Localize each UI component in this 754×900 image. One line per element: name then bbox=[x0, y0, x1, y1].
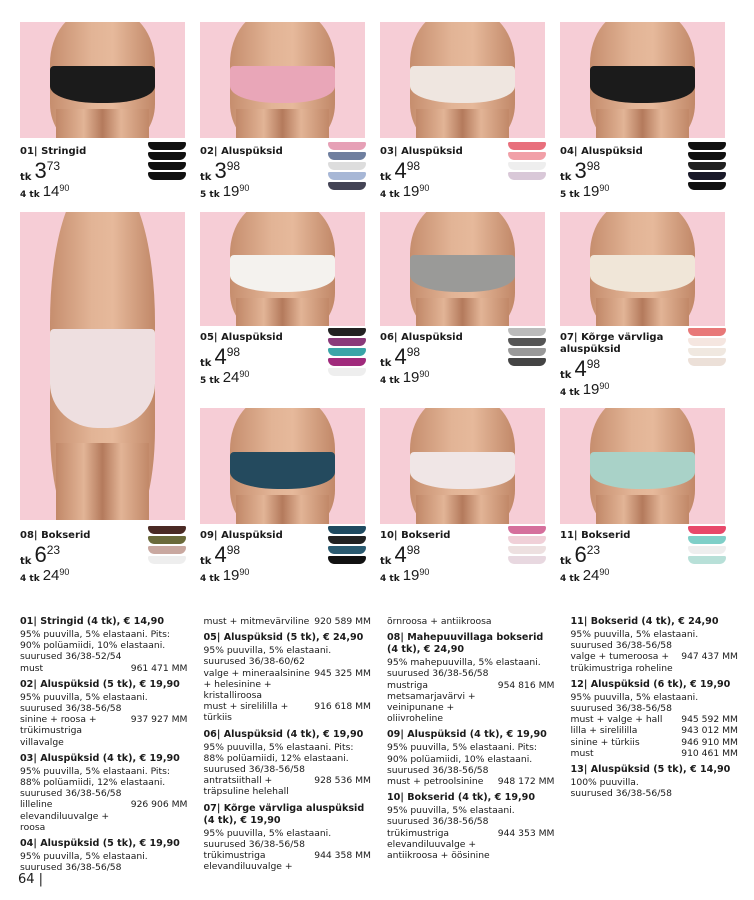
product-description bbox=[204, 729, 372, 798]
product-code: 916 618 MM bbox=[314, 701, 371, 713]
description-line: suurused 36/38-56/58 bbox=[387, 668, 489, 680]
pack-thumbnail bbox=[508, 526, 546, 566]
description-line: suurused 36/38-56/58 bbox=[570, 788, 672, 800]
product-code: 945 325 MM bbox=[314, 667, 371, 679]
description-line: must 961 471 MM bbox=[20, 662, 188, 674]
product-title: 01| Stringid bbox=[20, 146, 87, 157]
description-line: must 910 461 MM bbox=[570, 747, 738, 759]
product-code: 910 461 MM bbox=[681, 747, 738, 759]
product-photo bbox=[200, 212, 365, 326]
pack-thumbnail bbox=[508, 328, 546, 368]
unit-price: tk 3 98 bbox=[560, 158, 601, 183]
description-line: suurused 36/38-56/58 bbox=[387, 764, 489, 776]
unit-price: tk 4 98 bbox=[380, 344, 421, 369]
product-code: 920 589 MM bbox=[314, 616, 371, 627]
product-code: 948 172 MM bbox=[497, 776, 555, 788]
description-line: sinine + roosa + trükimustriga villavalge 937 927 MM bbox=[20, 714, 188, 748]
description-title: 08| Mahepuuvillaga bokserid (4 tk), € 24,90 bbox=[387, 632, 544, 656]
description-line: valge + tumeroosa + trükimustriga roheline 947 437 MM bbox=[570, 651, 738, 674]
product-description bbox=[387, 792, 555, 861]
description-title: 13| Aluspüksid (5 tk), € 14,90 bbox=[570, 764, 731, 776]
description-line: 95% puuvilla, 5% elastaani. Pits: 88% polüamiidi, 12% elastaani. bbox=[203, 741, 354, 764]
pack-thumbnail bbox=[688, 526, 726, 566]
description-line: 95% mahepuuvilla, 5% elastaani. bbox=[387, 657, 541, 669]
description-line: 95% puuvilla, 5% elastaani. bbox=[20, 851, 148, 863]
description-line: suurused 36/38-56/58 bbox=[20, 788, 122, 800]
description-title: 04| Aluspüksid (5 tk), € 19,90 bbox=[20, 838, 180, 850]
description-line: 95% puuvilla, 5% elastaani. Pits: 90% polüamiidi, 10% elastaani. bbox=[20, 629, 170, 652]
description-line: trükimustriga elevandiluuvalge + antiikroosa + öösinine 944 353 MM bbox=[387, 827, 555, 862]
price-label bbox=[380, 530, 500, 584]
description-title: 03| Aluspüksid (4 tk), € 19,90 bbox=[20, 752, 180, 764]
product-photo bbox=[380, 212, 545, 326]
description-line: suurused 36/38-56/58 bbox=[570, 640, 672, 652]
description-line: 95% puuvilla, 5% elastaani. bbox=[570, 629, 699, 640]
description-line: 95% puuvilla, 5% elastaani. bbox=[387, 805, 515, 817]
pack-thumbnail bbox=[148, 526, 186, 566]
product-description bbox=[204, 632, 372, 723]
product-title: 10| Bokserid bbox=[380, 530, 451, 541]
unit-price: tk 4 98 bbox=[380, 158, 421, 183]
description-line: lilleline elevandiluuvalge + roosa 926 906 MM bbox=[20, 799, 188, 833]
description-line: suurused 36/38-56/58 bbox=[20, 862, 122, 874]
product-title: 07| Kõrge värvliga aluspüksid bbox=[560, 332, 664, 355]
product-code: 947 437 MM bbox=[681, 651, 738, 663]
description-line: valge + mineraalsinine + helesinine + kristalliroosa 945 325 MM bbox=[203, 667, 371, 702]
unit-price: tk 4 98 bbox=[200, 344, 241, 369]
product-code: 944 353 MM bbox=[497, 827, 555, 839]
description-line: suurused 36/38-56/58 bbox=[203, 838, 305, 850]
multipack-price: 5 tk 19 90 bbox=[200, 183, 250, 200]
description-line: lilla + sirelililla 943 012 MM bbox=[570, 725, 738, 737]
description-line: 100% puuvilla. bbox=[570, 777, 639, 789]
product-title: 04| Aluspüksid bbox=[560, 146, 643, 157]
unit-price: tk 6 23 bbox=[20, 542, 61, 567]
description-title: 05| Aluspüksid (5 tk), € 24,90 bbox=[203, 632, 364, 644]
description-title: 09| Aluspüksid (4 tk), € 19,90 bbox=[387, 729, 547, 741]
product-code: 961 471 MM bbox=[130, 662, 188, 674]
description-line: mustriga metsamarjavärvi + veinipunane + oliivroheline 954 816 MM bbox=[387, 679, 555, 725]
product-description bbox=[387, 729, 555, 787]
multipack-price: 4 tk 19 90 bbox=[380, 567, 430, 584]
multipack-price: 5 tk 24 90 bbox=[200, 369, 250, 386]
product-title: 06| Aluspüksid bbox=[380, 332, 463, 343]
product-title: 05| Aluspüksid bbox=[200, 332, 283, 343]
multipack-price: 4 tk 19 90 bbox=[380, 369, 430, 386]
description-line: must + sirelililla + türkiis 916 618 MM bbox=[203, 701, 371, 724]
product-photo bbox=[560, 22, 725, 138]
description-line: suurused 36/38-52/54 bbox=[20, 651, 122, 663]
price-label bbox=[560, 530, 680, 584]
price-label bbox=[200, 332, 320, 386]
unit-price: tk 3 98 bbox=[200, 158, 241, 183]
product-description bbox=[571, 764, 739, 799]
multipack-price: 4 tk 19 90 bbox=[560, 381, 610, 398]
product-title: 11| Bokserid bbox=[560, 530, 631, 541]
description-title: 12| Aluspüksid (6 tk), € 19,90 bbox=[570, 678, 731, 690]
product-photo bbox=[380, 22, 545, 138]
product-descriptions bbox=[20, 616, 738, 874]
description-line: trükimustriga elevandiluuvalge + õrnroosa + antiikroosa 944 358 MM bbox=[204, 616, 555, 874]
description-line: 95% puuvilla, 5% elastaani. bbox=[203, 645, 332, 657]
price-label bbox=[380, 146, 500, 200]
page-number: 64 | bbox=[18, 872, 44, 887]
pack-thumbnail bbox=[688, 142, 726, 192]
product-photo bbox=[380, 408, 545, 524]
multipack-price: 4 tk 14 90 bbox=[20, 183, 70, 200]
description-line: suurused 36/38-60/62 bbox=[203, 656, 305, 668]
description-line: suurused 36/38-56/58 bbox=[203, 764, 305, 776]
unit-price: tk 4 98 bbox=[560, 356, 601, 381]
description-line: sinine + türkiis 946 910 MM bbox=[570, 736, 738, 748]
product-description bbox=[20, 679, 188, 748]
pack-thumbnail bbox=[328, 142, 366, 192]
product-description bbox=[20, 753, 188, 833]
product-photo bbox=[200, 408, 365, 524]
product-code: 945 592 MM bbox=[681, 714, 738, 726]
multipack-price: 4 tk 19 90 bbox=[200, 567, 250, 584]
description-line: must + petroolsinine 948 172 MM bbox=[387, 776, 555, 788]
product-title: 09| Aluspüksid bbox=[200, 530, 283, 541]
product-code: 943 012 MM bbox=[681, 725, 738, 737]
unit-price: tk 4 98 bbox=[200, 542, 241, 567]
product-description bbox=[571, 679, 739, 759]
description-title: 11| Bokserid (4 tk), € 24,90 bbox=[570, 616, 719, 627]
price-label bbox=[560, 146, 680, 200]
description-line: must + valge + hall 945 592 MM bbox=[570, 714, 738, 726]
multipack-price: 4 tk 19 90 bbox=[380, 183, 430, 200]
description-title: 07| Kõrge värvliga aluspüksid (4 tk), € 19,90 bbox=[203, 802, 365, 826]
product-description bbox=[387, 632, 555, 724]
product-description bbox=[20, 616, 188, 674]
pack-thumbnail bbox=[148, 142, 186, 182]
description-title: 02| Aluspüksid (5 tk), € 19,90 bbox=[20, 678, 180, 690]
product-code: 954 816 MM bbox=[497, 679, 555, 691]
price-label bbox=[20, 146, 140, 200]
product-photo bbox=[200, 22, 365, 138]
price-label bbox=[380, 332, 500, 386]
description-line: suurused 36/38-56/58 bbox=[570, 703, 672, 715]
description-line: suurused 36/38-56/58 bbox=[20, 703, 122, 715]
description-line: 95% puuvilla, 5% elastaani. bbox=[570, 691, 699, 703]
price-label bbox=[200, 530, 320, 584]
product-photo bbox=[560, 408, 725, 524]
product-code: 926 906 MM bbox=[130, 799, 188, 811]
multipack-price: 4 tk 24 90 bbox=[560, 567, 610, 584]
description-line: 95% puuvilla, 5% elastaani. Pits: 90% polüamiidi, 10% elastaani. bbox=[387, 742, 537, 765]
multipack-price: 5 tk 19 90 bbox=[560, 183, 610, 200]
pack-thumbnail bbox=[688, 328, 726, 368]
product-title: 02| Aluspüksid bbox=[200, 146, 283, 157]
description-title: 01| Stringid (4 tk), € 14,90 bbox=[20, 616, 164, 627]
product-code: 937 927 MM bbox=[130, 714, 188, 726]
pack-thumbnail bbox=[328, 328, 366, 378]
description-line: 95% puuvilla, 5% elastaani. bbox=[203, 827, 332, 839]
description-line: antratsiithall + träpsuline helehall 928 536 MM bbox=[203, 775, 371, 798]
price-label bbox=[20, 530, 140, 584]
product-photo bbox=[20, 22, 185, 138]
multipack-price: 4 tk 24 90 bbox=[20, 567, 70, 584]
price-label bbox=[200, 146, 320, 200]
description-line: must + mitmevärviline 920 589 MM bbox=[203, 616, 371, 627]
product-code: 946 910 MM bbox=[681, 736, 738, 748]
unit-price: tk 3 73 bbox=[20, 158, 61, 183]
product-code: 928 536 MM bbox=[314, 775, 371, 787]
unit-price: tk 6 23 bbox=[560, 542, 601, 567]
pack-thumbnail bbox=[328, 526, 366, 566]
product-photo bbox=[560, 212, 725, 326]
description-line: 95% puuvilla, 5% elastaani. bbox=[20, 691, 148, 703]
description-line: 95% puuvilla, 5% elastaani. Pits: 88% polüamiidi, 12% elastaani. bbox=[20, 765, 170, 789]
description-line: suurused 36/38-56/58 bbox=[387, 816, 489, 828]
product-description bbox=[571, 616, 739, 674]
unit-price: tk 4 98 bbox=[380, 542, 421, 567]
product-title: 08| Bokserid bbox=[20, 530, 91, 541]
product-photo bbox=[20, 212, 185, 520]
description-title: 06| Aluspüksid (4 tk), € 19,90 bbox=[203, 728, 364, 740]
description-title: 10| Bokserid (4 tk), € 19,90 bbox=[387, 792, 536, 804]
product-code: 944 358 MM bbox=[314, 850, 371, 862]
pack-thumbnail bbox=[508, 142, 546, 182]
product-title: 03| Aluspüksid bbox=[380, 146, 463, 157]
price-label bbox=[560, 332, 680, 398]
